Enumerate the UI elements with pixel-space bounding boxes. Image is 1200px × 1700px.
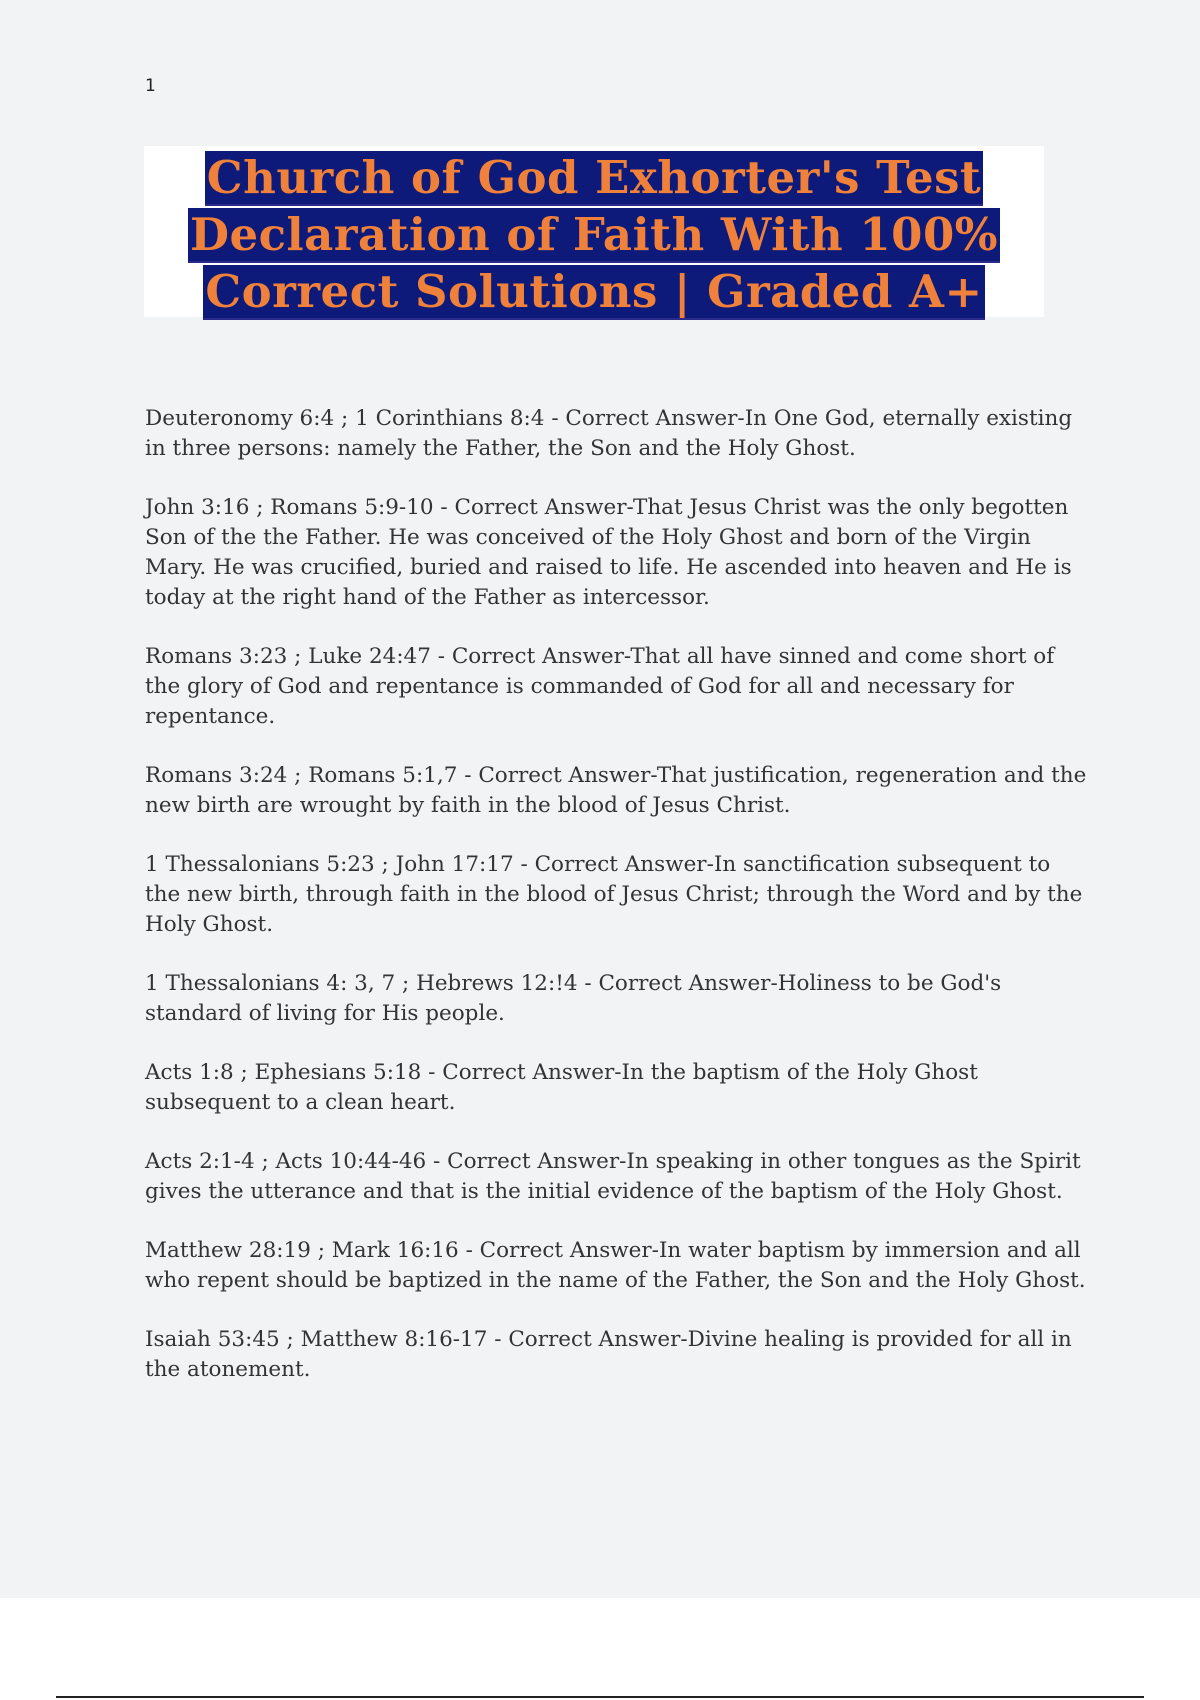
qa-list: [145, 404, 1090, 1414]
qa-answer: Holiness to be God's standard of living for His people.: [145, 971, 1002, 1026]
qa-answer: In water baptism by immersion and all who repent should be baptized in the name of the Father, the Son and the Holy Ghost.: [145, 1238, 1086, 1293]
qa-question: Romans 3:23 ; Luke 24:47: [145, 644, 431, 669]
qa-item: [145, 1147, 1090, 1207]
qa-item: [145, 1058, 1090, 1118]
qa-question: John 3:16 ; Romans 5:9-10: [145, 495, 434, 520]
qa-separator: - Correct Answer-: [458, 1238, 659, 1263]
qa-question: Matthew 28:19 ; Mark 16:16: [145, 1238, 459, 1263]
qa-separator: - Correct Answer-: [426, 1149, 627, 1174]
qa-answer: In speaking in other tongues as the Spirit gives the utterance and that is the initial evidence of the baptism of the Holy Ghost.: [145, 1149, 1081, 1204]
qa-item: [145, 761, 1090, 821]
footer-divider: [56, 1696, 1144, 1698]
qa-answer: That Jesus Christ was the only begotten Son of the the Father. He was conceived of the Holy Ghost and born of the Virgin Mary. He was crucified, buried and raised to life. He ascended into heaven and He is today at the right hand of the Father as intercessor.: [145, 495, 1072, 610]
qa-answer: Divine healing is provided for all in the atonement.: [145, 1327, 1072, 1382]
qa-separator: - Correct Answer-: [577, 971, 778, 996]
qa-separator: - Correct Answer-: [487, 1327, 688, 1352]
qa-separator: - Correct Answer-: [433, 495, 633, 520]
document-title: [144, 149, 1044, 320]
qa-item: [145, 642, 1090, 732]
qa-question: 1 Thessalonians 4: 3, 7 ; Hebrews 12:!4: [145, 971, 578, 996]
qa-item: [145, 404, 1090, 464]
qa-question: Romans 3:24 ; Romans 5:1,7: [145, 763, 458, 788]
document-title-text: Church of God Exhorter's Test Declaration of Faith With 100% Correct Solutions | Graded A+: [189, 151, 999, 318]
qa-item: [145, 969, 1090, 1029]
qa-answer: In the baptism of the Holy Ghost subsequent to a clean heart.: [145, 1060, 978, 1115]
qa-question: Acts 2:1-4 ; Acts 10:44-46: [145, 1149, 427, 1174]
qa-separator: - Correct Answer-: [513, 852, 714, 877]
qa-separator: - Correct Answer-: [421, 1060, 622, 1085]
page-number: 1: [145, 76, 156, 96]
qa-item: [145, 493, 1090, 613]
qa-answer: In One God, eternally existing in three persons: namely the Father, the Son and the Holy Ghost.: [145, 406, 1073, 461]
qa-separator: - Correct Answer-: [430, 644, 631, 669]
qa-item: [145, 850, 1090, 940]
qa-answer: That justification, regeneration and the new birth are wrought by faith in the blood of Jesus Christ.: [145, 763, 1087, 818]
qa-question: Deuteronomy 6:4 ; 1 Corinthians 8:4: [145, 406, 545, 431]
qa-separator: - Correct Answer-: [457, 763, 657, 788]
title-box: [144, 146, 1044, 317]
qa-question: Acts 1:8 ; Ephesians 5:18: [145, 1060, 422, 1085]
qa-item: [145, 1236, 1090, 1296]
qa-item: [145, 1325, 1090, 1385]
qa-question: 1 Thessalonians 5:23 ; John 17:17: [145, 852, 514, 877]
qa-answer: In sanctification subsequent to the new birth, through faith in the blood of Jesus Christ; through the Word and by the Holy Ghost.: [145, 852, 1083, 937]
qa-answer: That all have sinned and come short of the glory of God and repentance is commanded of God for all and necessary for repentance.: [145, 644, 1055, 729]
qa-question: Isaiah 53:45 ; Matthew 8:16-17: [145, 1327, 488, 1352]
qa-separator: - Correct Answer-: [544, 406, 745, 431]
